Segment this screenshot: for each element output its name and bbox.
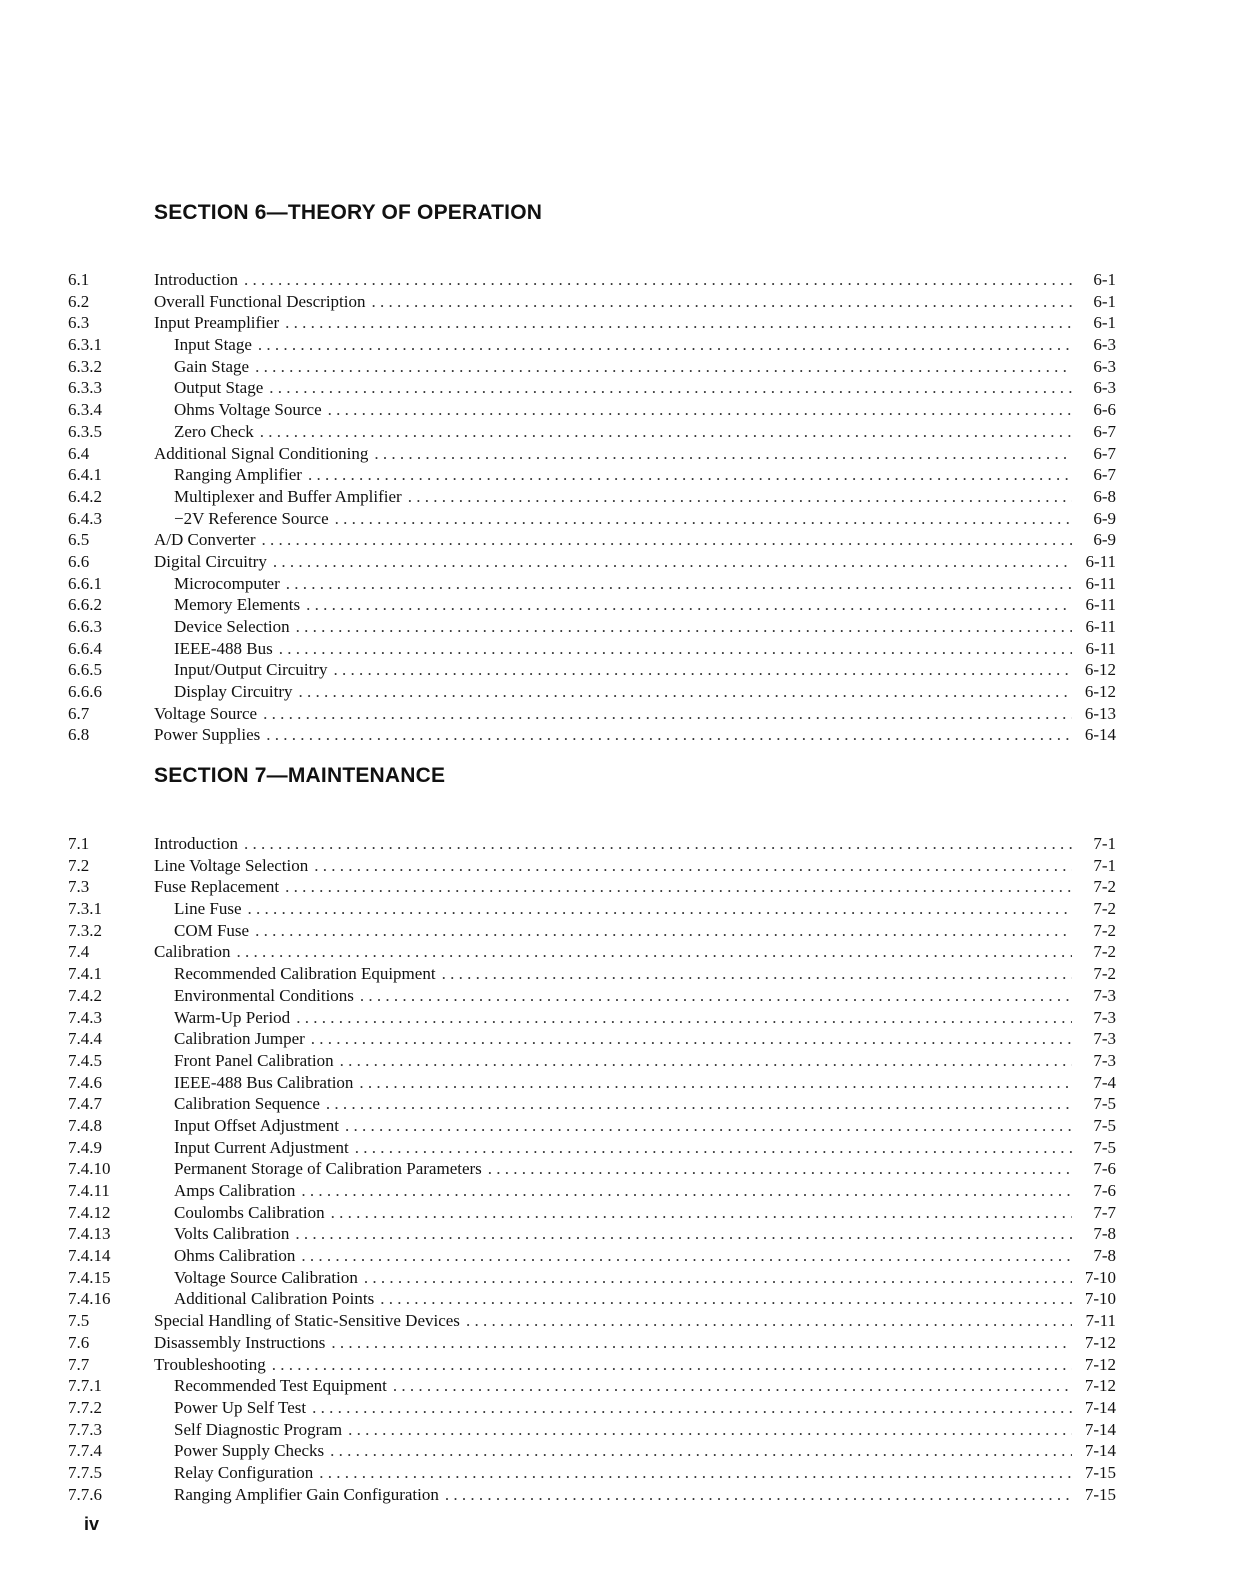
dot-leader (314, 855, 1072, 877)
toc-entry-title: Power Up Self Test (174, 1397, 307, 1417)
toc-entry (68, 1310, 1116, 1332)
toc-entry-title: Introduction (154, 834, 239, 853)
toc-entry-page: 7-6 (1093, 1181, 1116, 1200)
toc-entry-page: 6-3 (1093, 378, 1116, 398)
toc-entry-page: 7-5 (1093, 1137, 1116, 1157)
dot-leader (308, 464, 1072, 486)
toc-entry-page: 7-3 (1093, 1050, 1116, 1070)
dot-leader (328, 399, 1072, 421)
toc-entry-number: 7.7.6 (68, 1484, 102, 1504)
dot-leader (244, 833, 1072, 855)
toc-entry-title: Additional Calibration Points (174, 1289, 375, 1309)
toc-entry-title: Relay Configuration (174, 1462, 314, 1482)
toc-entry-title: Device Selection (174, 617, 290, 636)
toc-entry-title: Coulombs Calibration (174, 1202, 325, 1222)
toc-entry-title: Voltage Source Calibration (174, 1267, 358, 1287)
toc-entry-page: 6-12 (1084, 682, 1116, 702)
toc-entry-title: Introduction (154, 270, 239, 289)
toc-entry (68, 876, 1116, 898)
section-7-heading: SECTION 7—MAINTENANCE (154, 764, 446, 787)
toc-entry-page: 7-14 (1084, 1419, 1116, 1439)
toc-entry-page: 7-3 (1093, 1007, 1116, 1027)
toc-entry (68, 1158, 1116, 1180)
toc-entry-number: 7.3.2 (68, 920, 102, 940)
toc-entry-number: 7.7.2 (68, 1397, 102, 1417)
toc-entry-page: 7-3 (1093, 985, 1116, 1005)
toc-entry-number: 6.6.1 (68, 573, 102, 593)
toc-entry-number: 7.3.1 (68, 899, 102, 919)
dot-leader (340, 1050, 1072, 1072)
dot-leader (296, 1007, 1072, 1029)
dot-leader (319, 1462, 1072, 1484)
toc-entry-title: Self Diagnostic Program (174, 1419, 343, 1439)
toc-entry (68, 1028, 1116, 1050)
toc-entry-number: 7.4.14 (68, 1246, 111, 1266)
toc-entry-title: Special Handling of Static-Sensitive Devices (154, 1311, 460, 1331)
toc-entry-number: 6.4.3 (68, 508, 102, 528)
toc-entry (68, 681, 1116, 703)
toc-entry-title: Warm-Up Period (174, 1007, 291, 1027)
dot-leader (263, 703, 1072, 725)
toc-entry-title: Line Fuse (174, 899, 242, 919)
toc-entry-page: 7-2 (1093, 920, 1116, 940)
toc-entry-title: Recommended Test Equipment (174, 1376, 387, 1396)
toc-entry-page: 7-1 (1093, 855, 1116, 875)
toc-entry-number: 6.3.2 (68, 356, 102, 376)
toc-entry-page: 7-2 (1093, 877, 1116, 897)
toc-entry-title: Amps Calibration (174, 1181, 296, 1200)
dot-leader (285, 876, 1072, 898)
toc-entry-number: 6.4.1 (68, 465, 102, 485)
toc-entry-number: 7.7.1 (68, 1376, 102, 1396)
toc-entry (68, 529, 1116, 551)
dot-leader (285, 312, 1072, 334)
toc-entry-number: 6.6.3 (68, 617, 102, 636)
toc-entry (68, 594, 1116, 616)
toc-entry-title: Calibration Jumper (174, 1029, 305, 1049)
dot-leader (255, 356, 1072, 378)
toc-entry-title: Disassembly Instructions (154, 1332, 326, 1352)
toc-entry-title: Output Stage (174, 378, 264, 398)
toc-entry-page: 7-4 (1093, 1072, 1116, 1092)
toc-entry (68, 1440, 1116, 1462)
dot-leader (360, 985, 1072, 1007)
toc-entry-page: 6-3 (1093, 335, 1116, 355)
toc-entry-page: 7-12 (1084, 1332, 1116, 1352)
toc-entry (68, 724, 1116, 746)
toc-entry-page: 7-14 (1084, 1397, 1116, 1417)
toc-entry-title: Ranging Amplifier Gain Configuration (174, 1484, 439, 1504)
toc-entry (68, 269, 1116, 291)
dot-leader (273, 551, 1072, 573)
toc-entry-title: Power Supplies (154, 725, 261, 745)
dot-leader (301, 1245, 1072, 1267)
toc-entry-page: 6-6 (1093, 400, 1116, 420)
toc-entry (68, 421, 1116, 443)
dot-leader (331, 1332, 1072, 1354)
dot-leader (272, 1354, 1072, 1376)
section-6-heading: SECTION 6—THEORY OF OPERATION (154, 201, 543, 224)
toc-entry-title: A/D Converter (154, 530, 256, 550)
toc-entry (68, 1332, 1116, 1354)
toc-entry (68, 1354, 1116, 1376)
toc-entry-number: 7.7 (68, 1354, 90, 1374)
dot-leader (348, 1419, 1072, 1441)
toc-entry-title: Input/Output Circuitry (174, 660, 328, 680)
toc-entry-number: 7.4.16 (68, 1289, 111, 1309)
page-number: iv (84, 1514, 100, 1534)
toc-entry-title: Microcomputer (174, 573, 280, 593)
toc-entry-number: 6.4 (68, 443, 90, 463)
toc-entry (68, 1137, 1116, 1159)
toc-entry-page: 6-7 (1093, 465, 1116, 485)
dot-leader (299, 681, 1072, 703)
toc-entry-page: 6-1 (1093, 291, 1116, 311)
toc-entry-number: 6.6.5 (68, 660, 102, 680)
toc-entry-page: 7-10 (1084, 1289, 1116, 1309)
toc-entry-page: 6-11 (1085, 638, 1116, 658)
toc-entry-page: 6-12 (1084, 660, 1116, 680)
toc-entry-title: COM Fuse (174, 920, 250, 940)
toc-entry-title: Front Panel Calibration (174, 1050, 334, 1070)
toc-entry (68, 985, 1116, 1007)
dot-leader (374, 443, 1072, 465)
toc-entry-number: 7.2 (68, 855, 90, 875)
toc-entry-page: 7-2 (1093, 942, 1116, 962)
toc-entry-number: 7.3 (68, 877, 90, 897)
toc-entry-page: 7-14 (1084, 1441, 1116, 1461)
dot-leader (355, 1137, 1072, 1159)
dot-leader (488, 1158, 1072, 1180)
toc-entry (68, 1007, 1116, 1029)
toc-entry-number: 7.1 (68, 834, 90, 853)
toc-entry (68, 616, 1116, 638)
toc-entry-number: 6.8 (68, 725, 90, 745)
section-6-toc (68, 269, 1116, 746)
toc-entry-number: 7.4.6 (68, 1072, 102, 1092)
toc-entry (68, 638, 1116, 660)
toc-entry (68, 659, 1116, 681)
toc-entry (68, 356, 1116, 378)
toc-entry-page: 6-13 (1084, 703, 1116, 723)
toc-entry-page: 6-1 (1093, 313, 1116, 333)
toc-entry-page: 7-15 (1084, 1462, 1116, 1482)
toc-entry-number: 7.4.4 (68, 1029, 102, 1049)
toc-entry-number: 7.4.3 (68, 1007, 102, 1027)
toc-entry-page: 7-11 (1085, 1311, 1116, 1331)
toc-entry-number: 6.1 (68, 270, 90, 289)
toc-entry (68, 1180, 1116, 1202)
toc-entry-number: 7.5 (68, 1311, 90, 1331)
dot-leader (311, 1028, 1072, 1050)
toc-entry-number: 7.4.2 (68, 985, 102, 1005)
toc-entry-number: 6.6.6 (68, 682, 102, 702)
toc-entry (68, 1375, 1116, 1397)
toc-entry-title: Input Current Adjustment (174, 1137, 349, 1157)
toc-entry-title: Fuse Replacement (154, 877, 280, 897)
toc-entry-number: 6.3.1 (68, 335, 102, 355)
dot-leader (306, 594, 1072, 616)
toc-entry-number: 6.3.3 (68, 378, 102, 398)
toc-entry (68, 312, 1116, 334)
toc-entry (68, 486, 1116, 508)
toc-entry-page: 6-3 (1093, 356, 1116, 376)
toc-entry (68, 1223, 1116, 1245)
toc-entry-number: 6.3.5 (68, 421, 102, 441)
toc-entry-title: Environmental Conditions (174, 985, 354, 1005)
dot-leader (296, 616, 1072, 638)
toc-entry-title: Troubleshooting (154, 1354, 266, 1374)
toc-entry-page: 6-9 (1093, 530, 1116, 550)
toc-entry-page: 6-11 (1085, 551, 1116, 571)
toc-entry-number: 6.2 (68, 291, 90, 311)
toc-entry-number: 6.6.4 (68, 638, 102, 658)
toc-entry-page: 7-2 (1093, 964, 1116, 984)
dot-leader (372, 291, 1072, 313)
toc-entry-number: 6.7 (68, 703, 90, 723)
toc-entry (68, 941, 1116, 963)
dot-leader (359, 1072, 1072, 1094)
toc-entry-page: 6-7 (1093, 421, 1116, 441)
toc-entry-title: Input Stage (174, 335, 252, 355)
toc-entry-title: Power Supply Checks (174, 1441, 325, 1461)
toc-entry (68, 1050, 1116, 1072)
toc-entry-page: 7-8 (1093, 1246, 1116, 1266)
dot-leader (408, 486, 1072, 508)
toc-entry-title: −2V Reference Source (174, 508, 329, 528)
dot-leader (262, 529, 1072, 551)
toc-entry (68, 1462, 1116, 1484)
toc-entry-page: 7-3 (1093, 1029, 1116, 1049)
toc-entry-number: 7.4.5 (68, 1050, 102, 1070)
toc-entry-title: Display Circuitry (174, 682, 293, 702)
toc-entry (68, 1202, 1116, 1224)
toc-entry-title: Ohms Voltage Source (174, 400, 322, 420)
toc-entry (68, 1419, 1116, 1441)
dot-leader (393, 1375, 1072, 1397)
toc-entry-title: Permanent Storage of Calibration Parameters (174, 1159, 482, 1179)
dot-leader (331, 1202, 1072, 1224)
dot-leader (260, 421, 1072, 443)
section-7-toc (68, 833, 1116, 1505)
toc-entry (68, 1072, 1116, 1094)
toc-entry-page: 7-8 (1093, 1224, 1116, 1244)
toc-entry (68, 833, 1116, 855)
dot-leader (295, 1223, 1072, 1245)
dot-leader (326, 1093, 1072, 1115)
dot-leader (335, 508, 1072, 530)
toc-entry (68, 1288, 1116, 1310)
dot-leader (266, 724, 1072, 746)
toc-entry-page: 7-2 (1093, 899, 1116, 919)
toc-entry (68, 377, 1116, 399)
dot-leader (269, 377, 1072, 399)
toc-entry-page: 6-11 (1085, 595, 1116, 615)
dot-leader (255, 920, 1072, 942)
toc-entry-title: Calibration Sequence (174, 1094, 320, 1114)
toc-entry-page: 7-5 (1093, 1115, 1116, 1135)
toc-entry (68, 1115, 1116, 1137)
toc-entry-number: 6.6 (68, 551, 90, 571)
dot-leader (445, 1484, 1072, 1506)
toc-entry-title: IEEE-488 Bus Calibration (174, 1072, 354, 1092)
toc-entry-page: 7-10 (1084, 1267, 1116, 1287)
toc-entry-page: 7-12 (1084, 1376, 1116, 1396)
toc-entry-page: 6-8 (1093, 486, 1116, 506)
toc-entry-number: 6.5 (68, 530, 90, 550)
toc-entry (68, 920, 1116, 942)
toc-entry (68, 334, 1116, 356)
toc-entry-page: 7-12 (1084, 1354, 1116, 1374)
toc-entry (68, 963, 1116, 985)
toc-entry-number: 7.4.7 (68, 1094, 102, 1114)
toc-entry-title: Zero Check (174, 421, 254, 441)
toc-entry-title: Digital Circuitry (154, 551, 267, 571)
dot-leader (380, 1288, 1072, 1310)
toc-entry-number: 7.4.10 (68, 1159, 111, 1179)
toc-entry-page: 6-7 (1093, 443, 1116, 463)
toc-entry-number: 6.4.2 (68, 486, 102, 506)
toc-entry (68, 1267, 1116, 1289)
dot-leader (364, 1267, 1072, 1289)
dot-leader (248, 898, 1072, 920)
toc-entry-title: Calibration (154, 942, 231, 962)
toc-entry-title: Voltage Source (154, 703, 258, 723)
toc-entry-page: 6-1 (1093, 270, 1116, 289)
toc-entry (68, 399, 1116, 421)
toc-entry-page: 7-7 (1093, 1202, 1116, 1222)
toc-entry-title: Input Preamplifier (154, 313, 280, 333)
toc-entry-number: 6.3 (68, 313, 90, 333)
toc-entry-title: Memory Elements (174, 595, 301, 615)
dot-leader (345, 1115, 1072, 1137)
toc-entry-page: 6-11 (1085, 617, 1116, 636)
toc-entry-title: Gain Stage (174, 356, 250, 376)
toc-entry (68, 703, 1116, 725)
toc-entry-title: Ohms Calibration (174, 1246, 296, 1266)
toc-entry-page: 6-14 (1084, 725, 1116, 745)
toc-entry-number: 7.4.8 (68, 1115, 102, 1135)
dot-leader (301, 1180, 1072, 1202)
toc-entry-number: 7.4 (68, 942, 90, 962)
dot-leader (286, 573, 1072, 595)
dot-leader (258, 334, 1072, 356)
toc-entry-title: Input Offset Adjustment (174, 1115, 339, 1135)
toc-entry-number: 6.6.2 (68, 595, 102, 615)
toc-entry (68, 1397, 1116, 1419)
toc-entry-number: 7.7.5 (68, 1462, 102, 1482)
dot-leader (244, 269, 1072, 291)
toc-entry-number: 7.4.9 (68, 1137, 102, 1157)
dot-leader (312, 1397, 1072, 1419)
toc-entry-number: 7.6 (68, 1332, 90, 1352)
dot-leader (236, 941, 1072, 963)
toc-entry-title: Recommended Calibration Equipment (174, 964, 436, 984)
dot-leader (466, 1310, 1072, 1332)
dot-leader (330, 1440, 1072, 1462)
toc-entry-number: 7.4.15 (68, 1267, 111, 1287)
dot-leader (333, 659, 1072, 681)
toc-entry-number: 6.3.4 (68, 400, 102, 420)
toc-entry (68, 551, 1116, 573)
toc-entry-page: 7-6 (1093, 1159, 1116, 1179)
dot-leader (442, 963, 1072, 985)
toc-entry-page: 7-1 (1093, 834, 1116, 853)
toc-entry (68, 508, 1116, 530)
toc-entry-number: 7.4.13 (68, 1224, 111, 1244)
toc-entry (68, 443, 1116, 465)
toc-entry-title: Overall Functional Description (154, 291, 366, 311)
toc-entry (68, 1484, 1116, 1506)
toc-entry (68, 464, 1116, 486)
toc-entry (68, 898, 1116, 920)
toc-entry-page: 7-5 (1093, 1094, 1116, 1114)
toc-entry (68, 291, 1116, 313)
toc-entry-title: Volts Calibration (174, 1224, 290, 1244)
toc-entry (68, 855, 1116, 877)
toc-entry-title: Additional Signal Conditioning (154, 443, 369, 463)
toc-entry-title: Line Voltage Selection (154, 855, 309, 875)
toc-entry (68, 573, 1116, 595)
dot-leader (279, 638, 1072, 660)
toc-entry (68, 1093, 1116, 1115)
toc-entry-title: IEEE-488 Bus (174, 638, 273, 658)
toc-entry-title: Ranging Amplifier (174, 465, 302, 485)
toc-entry-page: 7-15 (1084, 1484, 1116, 1504)
toc-entry-number: 7.4.1 (68, 964, 102, 984)
toc-entry-number: 7.7.3 (68, 1419, 102, 1439)
toc-entry-number: 7.7.4 (68, 1441, 102, 1461)
toc-entry-page: 6-9 (1093, 508, 1116, 528)
toc-entry-page: 6-11 (1085, 573, 1116, 593)
toc-entry-number: 7.4.12 (68, 1202, 111, 1222)
toc-entry (68, 1245, 1116, 1267)
toc-entry-number: 7.4.11 (68, 1181, 110, 1200)
toc-entry-title: Multiplexer and Buffer Amplifier (174, 486, 402, 506)
